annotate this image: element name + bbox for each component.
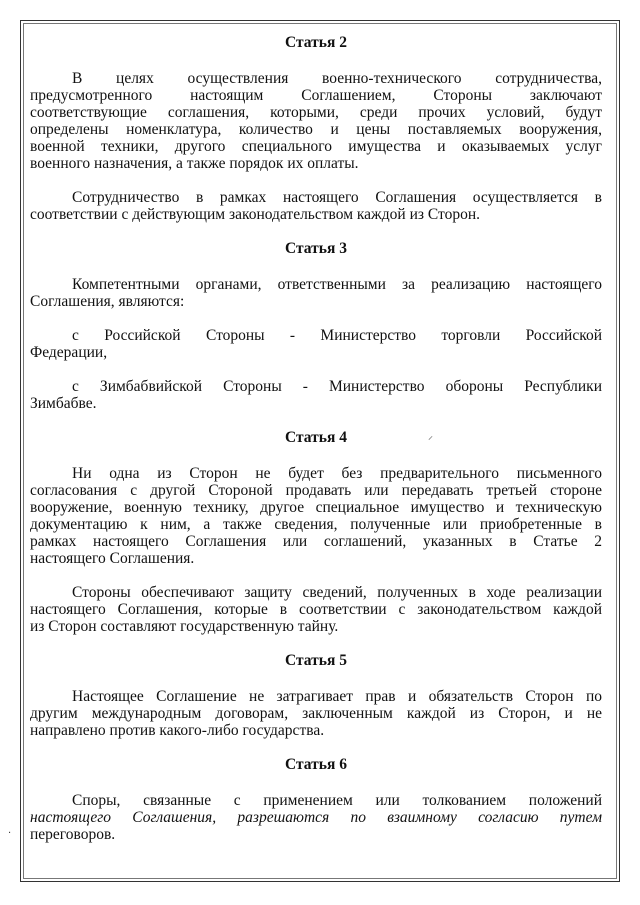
text-line: с Зимбабвийской Стороны - Министерство обороны Республики: [72, 378, 602, 395]
article-3-paragraph-2: [30, 327, 602, 361]
article-2-paragraph-1: [30, 70, 602, 172]
article-3-paragraph-3: [30, 378, 602, 412]
document-body: [30, 34, 602, 843]
article-6-paragraph-1: [30, 792, 602, 843]
text-line: настоящего Соглашения.: [30, 550, 195, 567]
text-line: В целях осуществления военно-технического сотрудничества,: [72, 70, 602, 87]
text-line: военной техники, другого специального имущества и оказываемых услуг: [30, 138, 602, 155]
text-line: из Сторон составляют государственную тайну.: [30, 618, 339, 635]
article-5-heading: Статья 5: [285, 652, 347, 669]
text-line: другим международным договорам, заключенным каждой из Сторон, и не: [30, 705, 602, 722]
text-line: направлено против какого-либо государства.: [30, 722, 325, 739]
text-line: Соглашения, являются:: [30, 293, 185, 310]
text-line: Федерации,: [30, 344, 108, 361]
article-4-paragraph-2: [30, 584, 602, 635]
text-line: настоящего Соглашения, разрешаются по взаимному согласию путем: [30, 809, 602, 826]
text-line: с Российской Стороны - Министерство торговли Российской: [72, 327, 602, 344]
text-line: рамках настоящего Соглашения или соглашений, указанных в Статье 2: [30, 533, 602, 550]
text-line: Ни одна из Сторон не будет без предварительного письменного: [72, 465, 602, 482]
text-line: соответствующие соглашения, которыми, среди прочих условий, будут: [30, 104, 602, 121]
text-line: Стороны обеспечивают защиту сведений, полученных в ходе реализации: [72, 584, 602, 601]
scan-speck-mark: ⸝: [428, 431, 433, 442]
text-line: Настоящее Соглашение не затрагивает прав и обязательств Сторон по: [72, 688, 602, 705]
text-line: согласования с другой Стороной продавать или передавать третьей стороне: [30, 482, 602, 499]
article-5-paragraph-1: [30, 688, 602, 739]
text-line: предусмотренного настоящим Соглашением, Стороны заключают: [30, 87, 602, 104]
text-line: переговоров.: [30, 826, 116, 843]
text-line: настоящего Соглашения, которые в соответствии с законодательством каждой: [30, 601, 602, 618]
article-3-paragraph-1: [30, 276, 602, 310]
article-2-heading: Статья 2: [285, 34, 347, 51]
article-3-heading: Статья 3: [285, 240, 347, 257]
text-line: военного назначения, а также порядок их оплаты.: [30, 155, 359, 172]
text-line: Компетентными органами, ответственными за реализацию настоящего: [72, 276, 602, 293]
text-line: вооружение, военную технику, другое специальное имущество и техническую: [30, 499, 602, 516]
text-line: документацию к ним, а также сведения, полученные или приобретенные в: [30, 516, 602, 533]
text-line: Зимбабве.: [30, 395, 97, 412]
text-line: определены номенклатура, количество и цены поставляемых вооружения,: [30, 121, 602, 138]
article-4-heading: Статья 4: [285, 429, 347, 446]
scan-speck-mark: ·: [8, 828, 12, 839]
text-line: Споры, связанные с применением или толкованием положений: [72, 792, 602, 809]
article-2-paragraph-2: [30, 189, 602, 223]
text-line: Сотрудничество в рамках настоящего Соглашения осуществляется в: [72, 189, 602, 206]
article-4-paragraph-1: [30, 465, 602, 567]
text-line: соответствии с действующим законодательством каждой из Сторон.: [30, 206, 480, 223]
article-6-heading: Статья 6: [285, 756, 347, 773]
